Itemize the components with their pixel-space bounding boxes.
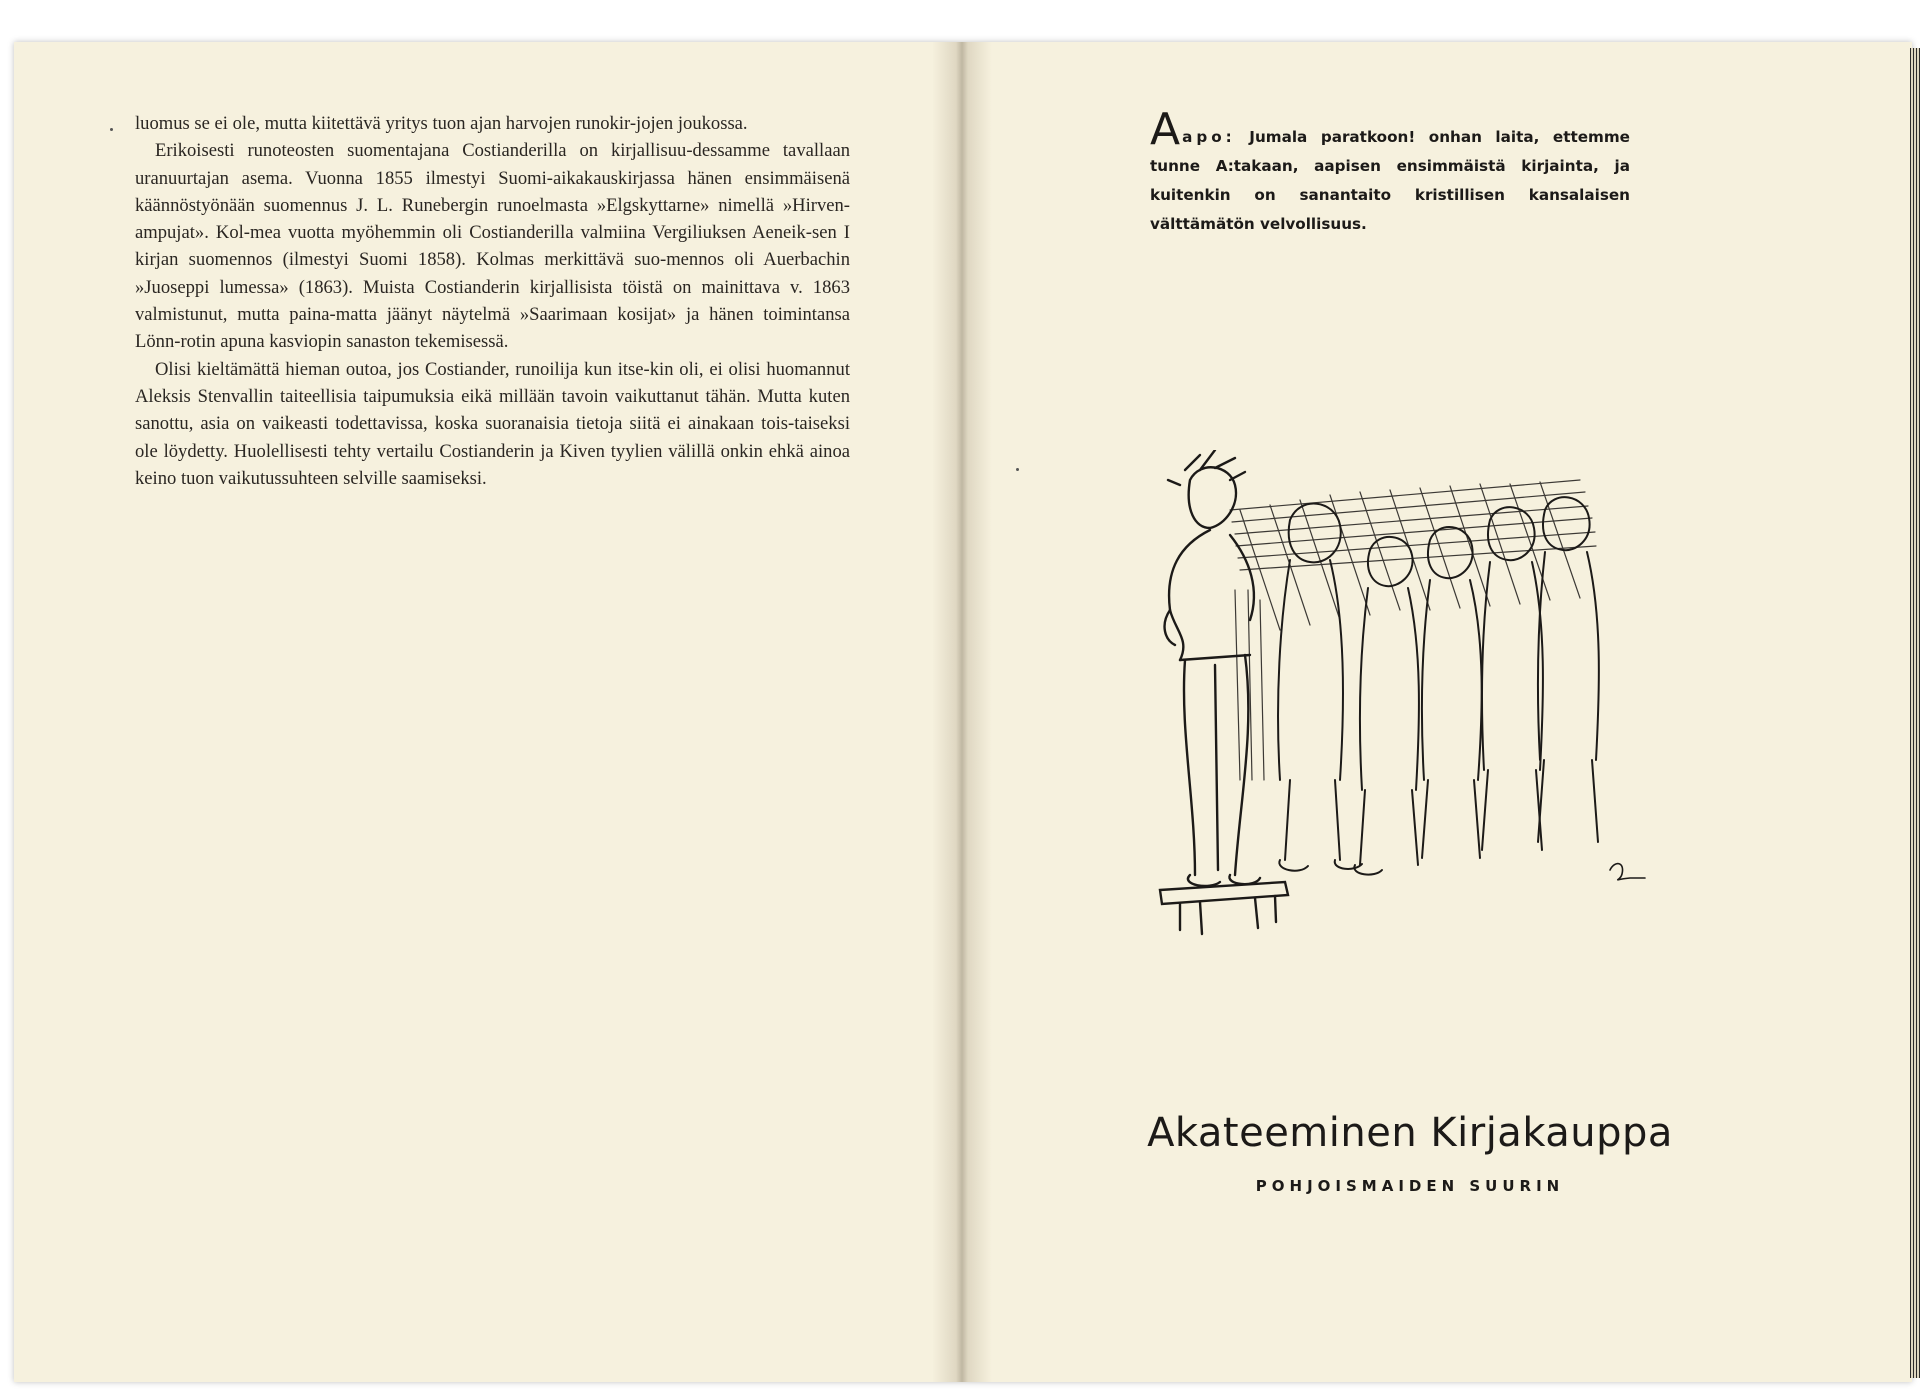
shop-name: Akateeminen Kirjakauppa bbox=[1147, 1110, 1673, 1156]
page-edges bbox=[1910, 48, 1920, 1378]
group-of-boys bbox=[1278, 497, 1599, 874]
paper-speck bbox=[1016, 468, 1019, 471]
quote-speaker: apo: bbox=[1182, 128, 1236, 146]
paper-speck bbox=[110, 128, 113, 131]
shop-tagline: POHJOISMAIDEN SUURIN bbox=[1255, 1177, 1565, 1195]
ink-illustration bbox=[1140, 450, 1680, 950]
bench bbox=[1160, 882, 1288, 934]
left-page-text bbox=[135, 110, 850, 492]
paragraph: luomus se ei ole, mutta kiitettävä yritys tuon ajan harvojen runokir-jojen joukossa. bbox=[135, 113, 748, 134]
right-page-quote bbox=[1150, 104, 1630, 239]
drop-cap: A bbox=[1150, 104, 1181, 155]
quote-text: Jumala paratkoon! onhan laita, ettemme tunne A:takaan, aapisen ensimmäistä kirjainta, ja kuitenkin on sanantaito kristillisen kansalaisen välttämätön velvollisuus. bbox=[1150, 128, 1630, 233]
paragraph: Erikoisesti runoteosten suomentajana Costianderilla on kirjallisuu-dessamme tavallaan uranuurtajan asema. Vuonna 1855 ilmestyi Suomi-aikakauskirjassa hänen ensimmäisenä käännöstyönään suomennus J. L. Runebergin runoelmasta »Elgskyttarne» nimellä »Hirven-ampujat». Kol-mea vuotta myöhemmin oli Costianderilla valmiina Vergiliuksen Aeneik-sen I kirjan suomennos (ilmestyi Suomi 1858). Kolmas merkittävä suo-mennos oli Auerbachin »Juoseppi lumessa» (1863). Muista Costianderin kirjallisista töistä on mainittava v. 1863 valmistunut, mutta paina-matta jäänyt näytelmä »Saarimaan kosijat» ja hänen toimintansa Lönn-rotin apuna kasviopin sanaston tekemisessä. bbox=[135, 140, 850, 353]
standing-figure bbox=[1165, 450, 1260, 886]
book-gutter bbox=[932, 42, 992, 1382]
paragraph: Olisi kieltämättä hieman outoa, jos Costiander, runoilija kun itse-kin oli, ei olisi huomannut Aleksis Stenvallin taiteellisia taipumuksia eikä millään tavoin vaikuttanut tähän. Mutta kuten sanottu, asia on vaikeasti todettavissa, koska suoranaisia tietoja siitä ei ainakaan tois-taiseksi ole löydetty. Huolellisesti tehty vertailu Costianderin ja Kiven tyylien välillä onkin ehkä ainoa keino tuon vaikutussuhteen selville saamiseksi. bbox=[135, 358, 850, 489]
quote-paragraph bbox=[1150, 104, 1630, 239]
artist-signature bbox=[1610, 864, 1645, 880]
